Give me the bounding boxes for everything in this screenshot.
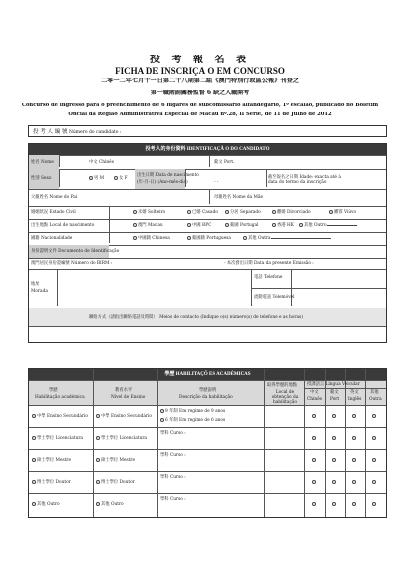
lang-english-cn: 英文	[350, 390, 359, 395]
married-checkbox[interactable]	[187, 210, 191, 214]
candidate-identification-table	[28, 143, 387, 343]
language-checkbox-r1-c3[interactable]	[352, 414, 356, 418]
six-year-checkbox[interactable]	[160, 418, 164, 422]
separated-option[interactable]: 分居 Separado	[225, 210, 261, 215]
language-checkbox-r5-c3[interactable]	[352, 502, 356, 506]
birthplace-other-option[interactable]: 其他 Outro	[299, 223, 357, 228]
female-checkbox[interactable]	[114, 176, 118, 180]
language-checkbox-r5-c2[interactable]	[332, 502, 336, 506]
birthplace-macau-option[interactable]: 澳門 Macau	[133, 223, 163, 228]
nationality-other-option[interactable]: 其他 Outra	[243, 236, 331, 241]
lang-chinese-pt: Chinês	[307, 397, 322, 402]
col-description-cn: 學歷說明	[199, 388, 217, 393]
notice-line-portuguese-2: Oficial da Região Administrativa Especial de Macau nº.28, II Série, de 11 de Julho de 2012	[68, 112, 332, 117]
birthplace-hk-option[interactable]: 香港 HK	[272, 223, 294, 228]
portuguese-nationality-checkbox[interactable]	[187, 236, 191, 240]
language-checkbox-r4-c4[interactable]	[372, 480, 376, 484]
id-document-label: 身份證明文件 Documento de Identificação	[31, 249, 120, 254]
divorced-option[interactable]: 離婚 Divorciado	[272, 210, 311, 215]
mother-name-label: 母親姓名 Nome da Mãe	[214, 195, 264, 200]
nationality-chinese-option[interactable]: 中國籍 Chinesa	[133, 236, 170, 241]
portugal-checkbox[interactable]	[225, 223, 229, 227]
address-label-pt: Morada	[31, 289, 48, 294]
notice-line-chinese: 二零一二年七月十一日第二十八期第二組《澳門特別行政區公報》刊登之	[101, 78, 299, 84]
language-checkbox-r4-c2[interactable]	[332, 480, 336, 484]
academic-qualifications-table	[28, 368, 387, 518]
language-checkbox-r1-c2[interactable]	[332, 414, 336, 418]
lang-chinese-cn: 中文	[310, 390, 319, 395]
row1-desc-9[interactable]: 9 年制 Em regime de 9 anos	[160, 409, 225, 414]
row3-level[interactable]: 碩士學位 Mestre	[96, 458, 135, 463]
phone-label: 電話 Telefone	[254, 275, 283, 280]
col-level-cn: 教育水平	[115, 388, 133, 393]
col-description-pt: Descrição da habilitação	[179, 395, 233, 400]
licenciatura-checkbox[interactable]	[32, 436, 36, 440]
contact-means-label: 聯絡方式（請指出聯絡電話及時間） Meios de contacto (Indique o(s) número(s) de telefone e as horas)	[89, 315, 303, 320]
language-checkbox-r5-c1[interactable]	[312, 502, 316, 506]
row4-course[interactable]: 學科 Curso :	[160, 475, 186, 480]
secondary-level-checkbox[interactable]	[96, 414, 100, 418]
marital-status-label: 婚姻狀況 Estado Civil	[31, 210, 76, 215]
language-checkbox-r3-c1[interactable]	[312, 458, 316, 462]
lang-other-pt: Outra	[369, 397, 382, 402]
bir-issue-date-label: - 本次發出日期 Data da presente Emissão :	[224, 261, 314, 266]
col-location-cn: 取得學歷的地點	[267, 383, 298, 388]
hk-checkbox[interactable]	[272, 223, 276, 227]
outro-level-checkbox[interactable]	[96, 502, 100, 506]
col-location-pt: Local de obtenção da habilitação	[271, 390, 299, 406]
single-option[interactable]: 未婚 Solteiro	[133, 210, 165, 215]
row1-academic[interactable]: 中學 Ensino Secundário	[32, 414, 88, 419]
mestre-checkbox[interactable]	[32, 458, 36, 462]
row5-academic[interactable]: 其他 Outro	[32, 502, 60, 507]
lang-port-cn: 葡文	[330, 390, 339, 395]
row2-level[interactable]: 學士學位 Licenciatura	[96, 436, 147, 441]
other-nationality-checkbox[interactable]	[243, 236, 247, 240]
married-option[interactable]: 已婚 Casado	[187, 210, 218, 215]
dob-label: 出生日期 Data de nascimento	[137, 173, 199, 178]
row1-level[interactable]: 中學 Ensino Secundário	[96, 414, 152, 419]
language-checkbox-r5-c4[interactable]	[372, 502, 376, 506]
outro-checkbox[interactable]	[32, 502, 36, 506]
row5-course[interactable]: 學科 Curso :	[160, 497, 186, 502]
row5-level[interactable]: 其他 Outro	[96, 502, 124, 507]
language-checkbox-r2-c4[interactable]	[372, 436, 376, 440]
single-checkbox[interactable]	[133, 210, 137, 214]
mobile-label: 流動電話 Telemóvel	[254, 295, 295, 300]
birthplace-label: 出生地點 Local de nascimento	[31, 223, 95, 228]
language-checkbox-r1-c1[interactable]	[312, 414, 316, 418]
row2-course[interactable]: 學科 Curso :	[160, 431, 186, 436]
dob-format: (年-月-日) (Ano-mês-dia)	[137, 180, 188, 185]
candidate-number-label-cn: 投 考 人 編 號	[33, 129, 68, 135]
father-name-label: 父親姓名 Nome do Pai	[31, 195, 78, 200]
col-academic-pt: Habilitação académica	[35, 395, 85, 400]
widowed-checkbox[interactable]	[329, 210, 333, 214]
macau-checkbox[interactable]	[133, 223, 137, 227]
nationality-portuguese-option[interactable]: 葡國籍 Portuguesa	[187, 236, 231, 241]
sex-label: 性別 Sexo	[31, 176, 52, 181]
doutor-checkbox[interactable]	[32, 480, 36, 484]
language-checkbox-r4-c3[interactable]	[352, 480, 356, 484]
age-label: 截至報名之日期 Idade: exacta até à data do termo da inscrição	[268, 175, 341, 186]
chinese-name-label: 中文 Chinês	[89, 160, 114, 165]
form-title-portuguese: FICHA DE INSCRIÇÃ O EM CONCURSO	[115, 67, 285, 76]
licenciatura-level-checkbox[interactable]	[96, 436, 100, 440]
sex-female-option[interactable]: 女 F	[114, 176, 128, 181]
row4-level[interactable]: 博士學位 Doutor	[96, 480, 135, 485]
language-checkbox-r3-c3[interactable]	[352, 458, 356, 462]
section2-title: 學歷 HABILITAÇÕ ES ACADÉMICAS	[29, 369, 386, 380]
bir-number-label: 澳門居民身份證編號 Número do BIRM :	[31, 261, 113, 266]
language-checkbox-r2-c2[interactable]	[332, 436, 336, 440]
portuguese-name-label: 葡文 Port.	[214, 160, 235, 165]
row3-academic[interactable]: 碩士學位 Mestre	[32, 458, 71, 463]
candidate-number-field[interactable]	[28, 125, 387, 137]
birthplace-portugal-option[interactable]: 葡國 Portugal	[225, 223, 259, 228]
notice-line-portuguese-1: Concurso de ingresso para o preenchimento de 6 lugares de subcomissário alfandegário, 1º escalão, publicado no Boletim	[21, 103, 379, 108]
separated-checkbox[interactable]	[225, 210, 229, 214]
widowed-option[interactable]: 鰥寡 Viúvo	[329, 210, 356, 215]
language-checkbox-r2-c1[interactable]	[312, 436, 316, 440]
rpc-checkbox[interactable]	[187, 223, 191, 227]
language-checkbox-r4-c1[interactable]	[312, 480, 316, 484]
nationality-label: 國籍 Nacionalidade	[31, 236, 73, 241]
secondary-checkbox[interactable]	[32, 414, 36, 418]
col-academic-cn: 學歷	[49, 388, 58, 393]
lang-port-pt: Port	[330, 397, 340, 402]
row2-academic[interactable]: 學士學位 Licenciatura	[32, 436, 83, 441]
nine-year-checkbox[interactable]	[160, 409, 164, 413]
col-level-pt: Nível de Ensino	[111, 395, 146, 400]
birthplace-rpc-option[interactable]: 中國 RPC	[187, 223, 211, 228]
address-label-cn: 地址	[31, 282, 40, 287]
doutor-level-checkbox[interactable]	[96, 480, 100, 484]
chinese-nationality-checkbox[interactable]	[133, 236, 137, 240]
male-checkbox[interactable]	[89, 176, 93, 180]
name-label: 姓名 Nome	[31, 160, 54, 165]
section1-title: 投考人的身份資料 IDENTIFICAÇÃ O DO CANDIDATO	[29, 144, 386, 155]
mestre-level-checkbox[interactable]	[96, 458, 100, 462]
form-title-chinese: 投 考 報 名 表	[150, 55, 250, 65]
candidate-number-label-pt: Número do candidato :	[68, 130, 122, 135]
lang-other-cn: 其他	[370, 390, 379, 395]
row4-academic[interactable]: 博士學位 Doutor	[32, 480, 71, 485]
language-checkbox-r3-c2[interactable]	[332, 458, 336, 462]
dob-field[interactable]: - -	[214, 180, 219, 185]
lang-english-pt: Inglês	[348, 397, 362, 402]
language-checkbox-r3-c4[interactable]	[372, 458, 376, 462]
other-birthplace-checkbox[interactable]	[299, 223, 303, 227]
position-line-chinese: 第一職階副關務監督 6 缺之入職開考	[150, 90, 250, 96]
language-checkbox-r1-c4[interactable]	[372, 414, 376, 418]
row3-course[interactable]: 學科 Curso :	[160, 453, 186, 458]
row1-desc-6[interactable]: 6 年制 Em regime de 6 anos	[160, 418, 225, 423]
divorced-checkbox[interactable]	[272, 210, 276, 214]
language-checkbox-r2-c3[interactable]	[352, 436, 356, 440]
col-language-title: 授課語言 Língua Veicular	[307, 382, 360, 387]
sex-male-option[interactable]: 男 M	[89, 176, 104, 181]
